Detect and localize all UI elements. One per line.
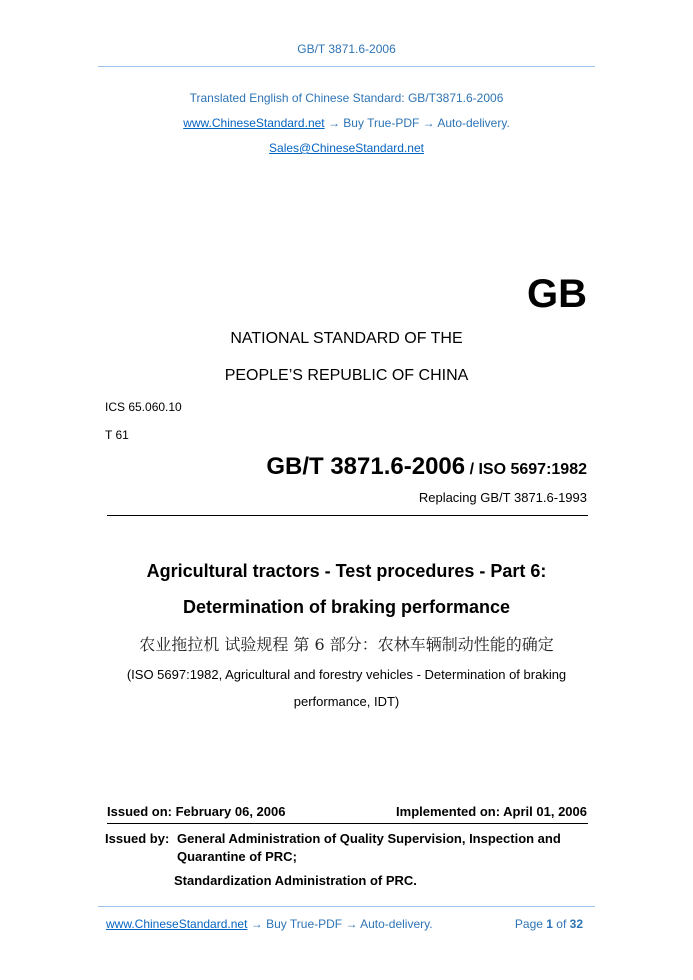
national-standard-line1: NATIONAL STANDARD OF THE — [230, 330, 463, 347]
iso-reference-line2: performance, IDT) — [293, 694, 400, 709]
page-of: of — [552, 917, 570, 931]
header-divider — [98, 66, 595, 67]
site-link[interactable]: www.ChineseStandard.net — [183, 116, 325, 130]
footer-buy-line — [106, 917, 433, 931]
title-line1: Agricultural tractors - Test procedures - Part 6: — [146, 561, 547, 581]
national-standard-line2: PEOPLE’S REPUBLIC OF CHINA — [224, 367, 469, 384]
buy-text: → Buy True-PDF → Auto-delivery. — [324, 116, 510, 130]
iso-reference-line1: (ISO 5697:1982, Agricultural and forestry vehicles - Determination of braking — [126, 667, 567, 682]
title-line2: Determination of braking performance — [182, 597, 511, 617]
number-separator: / — [465, 461, 479, 478]
header-doc-code: GB/T 3871.6-2006 — [297, 42, 396, 56]
replacing-note: Replacing GB/T 3871.6-1993 — [418, 490, 587, 505]
page-indicator — [515, 917, 583, 931]
email-line — [0, 141, 693, 155]
issuer-line1: General Administration of Quality Supervision, Inspection and — [177, 831, 561, 846]
page-current: 1 — [546, 917, 553, 931]
t-code: T 61 — [105, 428, 129, 442]
issuer-line3: Standardization Administration of PRC. — [174, 873, 417, 888]
translation-note: Translated English of Chinese Standard: GB/T3871.6-2006 — [189, 91, 504, 105]
footer-buy-text: → Buy True-PDF → Auto-delivery. — [247, 917, 433, 931]
issue-divider — [107, 823, 588, 824]
standard-number — [266, 453, 587, 481]
iso-number: ISO 5697:1982 — [478, 461, 587, 478]
title-chinese: 农业拖拉机 试验规程 第 6 部分：农林车辆制动性能的确定 — [139, 635, 554, 654]
page-total: 32 — [569, 917, 583, 931]
translation-buy-line — [0, 116, 693, 130]
gb-mark: GB — [527, 272, 587, 316]
issued-on-date: Issued on: February 06, 2006 — [107, 804, 286, 819]
footer-divider — [98, 906, 595, 907]
implemented-on-date: Implemented on: April 01, 2006 — [396, 804, 587, 819]
main-divider — [107, 515, 588, 516]
ics-code: ICS 65.060.10 — [105, 400, 182, 414]
issuer-line2: Quarantine of PRC; — [177, 849, 297, 864]
page-label: Page — [514, 917, 547, 931]
issued-by-label: Issued by: — [105, 831, 170, 846]
footer-site-link[interactable]: www.ChineseStandard.net — [106, 917, 248, 931]
gbt-number: GB/T 3871.6-2006 — [266, 453, 466, 480]
email-link[interactable]: Sales@ChineseStandard.net — [269, 141, 424, 155]
